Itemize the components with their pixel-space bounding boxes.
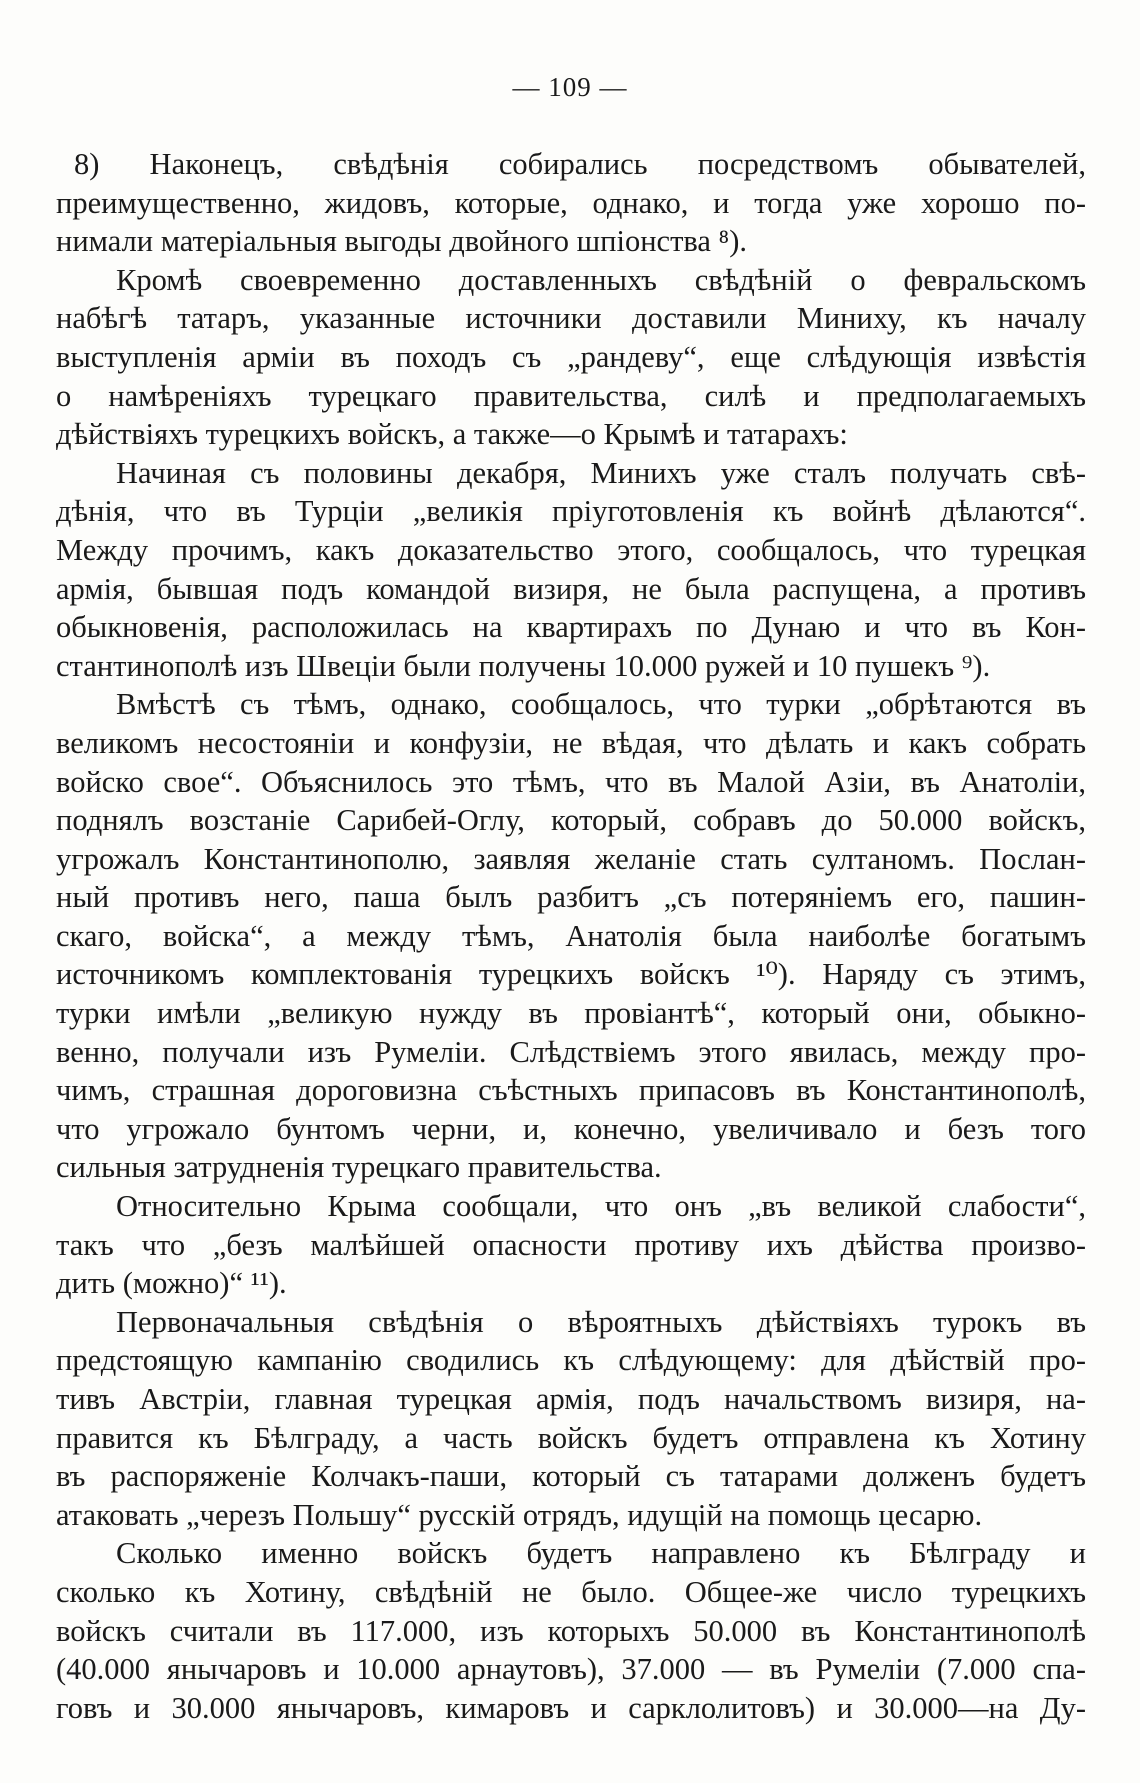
text-line: атаковать „черезъ Польшу“ русскій отрядъ, идущій на помощь цесарю. bbox=[56, 1497, 983, 1532]
text-line: Вмѣстѣ съ тѣмъ, однако, сообщалось, что турки „обрѣтаются въ bbox=[116, 687, 1086, 722]
body-text bbox=[56, 145, 1086, 1727]
text-line: 8) Наконецъ, свѣдѣнія собирались посредствомъ обывателей, bbox=[74, 147, 1086, 181]
text-line: войскъ считали въ 117.000, изъ которыхъ 50.000 въ Константинополѣ bbox=[56, 1613, 1086, 1648]
text-line: (40.000 янычаровъ и 10.000 арнаутовъ), 37.000 — въ Румеліи (7.000 спа- bbox=[56, 1652, 1086, 1687]
text-line: дить (можно)“ ¹¹). bbox=[56, 1266, 287, 1301]
text-line: такъ что „безъ малѣйшей опасности противу ихъ дѣйства произво- bbox=[56, 1227, 1086, 1262]
text-line: Кромѣ своевременно доставленныхъ свѣдѣній о февральскомъ bbox=[116, 262, 1086, 297]
text-line: о намѣреніяхъ турецкаго правительства, силѣ и предполагаемыхъ bbox=[56, 378, 1086, 413]
text-line: говъ и 30.000 янычаровъ, кимаровъ и сарклолитовъ) и 30.000—на Ду- bbox=[56, 1690, 1086, 1725]
text-line: тивъ Австріи, главная турецкая армія, подъ начальствомъ визиря, на- bbox=[56, 1382, 1086, 1416]
paragraph-turkish-preparations bbox=[56, 454, 1086, 686]
paragraph-reports-summary bbox=[56, 261, 1086, 454]
text-line: угрожалъ Константинополю, заявляя желаніе стать султаномъ. Послан- bbox=[56, 841, 1086, 876]
text-line: предстоящую кампанію сводились къ слѣдующему: для дѣйствій про- bbox=[56, 1343, 1086, 1378]
text-line: армія, бывшая подъ командой визиря, не была распущена, а противъ bbox=[56, 571, 1086, 606]
text-line: набѣгѣ татаръ, указанные источники доставили Миниху, къ началу bbox=[56, 301, 1086, 336]
text-line: нимали матеріальныя выгоды двойного шпіонства ⁸). bbox=[56, 224, 747, 259]
paragraph-turkish-difficulties bbox=[56, 685, 1086, 1187]
text-line: преимущественно, жидовъ, которые, однако, и тогда уже хорошо по- bbox=[56, 185, 1086, 220]
text-line: источникомъ комплектованія турецкихъ войскъ ¹⁰). Наряду съ этимъ, bbox=[56, 957, 1086, 992]
text-line: чимъ, страшная дороговизна съѣстныхъ припасовъ въ Константинополѣ, bbox=[56, 1073, 1086, 1108]
text-line: въ распоряженіе Колчакъ-паши, который съ татарами долженъ будетъ bbox=[56, 1459, 1086, 1494]
text-line: великомъ несостояніи и конфузіи, не вѣдая, что дѣлать и какъ собрать bbox=[56, 725, 1086, 760]
text-line: Первоначальныя свѣдѣнія о вѣроятныхъ дѣйствіяхъ турокъ въ bbox=[116, 1304, 1086, 1339]
text-line: Сколько именно войскъ будетъ направлено къ Бѣлграду и bbox=[116, 1536, 1086, 1571]
text-line: что угрожало бунтомъ черни, и, конечно, увеличивало и безъ того bbox=[56, 1111, 1086, 1146]
paragraph-intelligence-sources bbox=[56, 145, 1086, 261]
paragraph-troop-numbers bbox=[56, 1534, 1086, 1727]
text-line: Между прочимъ, какъ доказательство этого, сообщалось, что турецкая bbox=[56, 532, 1086, 567]
text-line: правится къ Бѣлграду, а часть войскъ будетъ отправлена къ Хотину bbox=[56, 1420, 1086, 1455]
text-line: стантинополѣ изъ Швеціи были получены 10.000 ружей и 10 пушекъ ⁹). bbox=[56, 648, 991, 683]
text-line: турки имѣли „великую нужду въ провіантѣ“, который они, обыкно- bbox=[56, 996, 1086, 1031]
text-line: Начиная съ половины декабря, Минихъ уже сталъ получать свѣ- bbox=[116, 455, 1086, 490]
text-line: дѣнія, что въ Турціи „великія пріуготовленія къ войнѣ дѣлаются“. bbox=[56, 494, 1086, 529]
paragraph-crimea bbox=[56, 1187, 1086, 1303]
text-line: сколько къ Хотину, свѣдѣній не было. Общее-же число турецкихъ bbox=[56, 1574, 1086, 1609]
text-line: венно, получали изъ Румеліи. Слѣдствіемъ этого явилась, между про- bbox=[56, 1034, 1086, 1069]
text-line: войско свое“. Объяснилось это тѣмъ, что въ Малой Азіи, въ Анатоліи, bbox=[56, 764, 1086, 799]
text-line: Относительно Крыма сообщали, что онъ „въ великой слабости“, bbox=[116, 1189, 1086, 1224]
text-line: поднялъ возстаніе Сарибей-Оглу, который, собравъ до 50.000 войскъ, bbox=[56, 803, 1086, 838]
text-line: дѣйствіяхъ турецкихъ войскъ, а также—о Крымѣ и татарахъ: bbox=[56, 417, 848, 452]
text-line: скаго, войска“, а между тѣмъ, Анатолія была наиболѣе богатымъ bbox=[56, 918, 1086, 953]
text-line: сильныя затрудненія турецкаго правительства. bbox=[56, 1150, 662, 1185]
paragraph-campaign-plans bbox=[56, 1303, 1086, 1535]
text-line: ный противъ него, паша былъ разбитъ „съ потеряніемъ его, пашин- bbox=[56, 880, 1086, 915]
text-line: обыкновенія, расположилась на квартирахъ по Дунаю и что въ Кон- bbox=[56, 610, 1086, 645]
text-line: выступленія арміи въ походъ съ „рандеву“, еще слѣдующія извѣстія bbox=[56, 339, 1086, 374]
page-number: — 109 — bbox=[512, 72, 628, 102]
